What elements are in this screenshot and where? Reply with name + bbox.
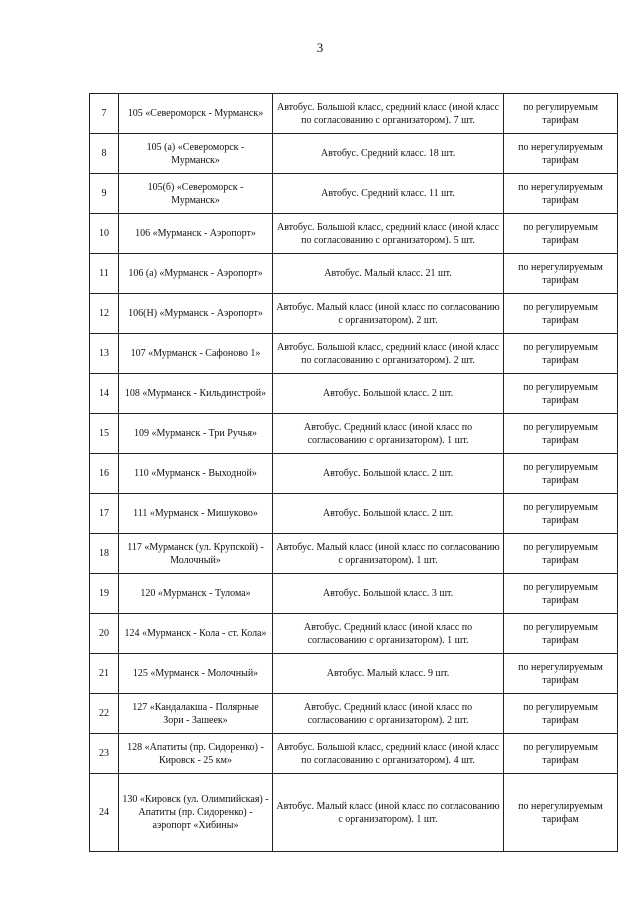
table-row	[90, 294, 618, 334]
tariff-type: по регулируемым тарифам	[504, 294, 618, 334]
table-row	[90, 254, 618, 294]
table-row	[90, 494, 618, 534]
row-number: 7	[90, 94, 119, 134]
route-name: 105 «Североморск - Мурманск»	[119, 94, 273, 134]
tariff-type: по нерегулируемым тарифам	[504, 774, 618, 852]
tariff-type: по нерегулируемым тарифам	[504, 174, 618, 214]
vehicle-description: Автобус. Малый класс (иной класс по согласованию с организатором). 1 шт.	[273, 534, 504, 574]
route-name: 120 «Мурманск - Тулома»	[119, 574, 273, 614]
tariff-type: по регулируемым тарифам	[504, 694, 618, 734]
tariff-type: по нерегулируемым тарифам	[504, 254, 618, 294]
page-number: 3	[316, 40, 324, 55]
row-number: 20	[90, 614, 119, 654]
vehicle-description: Автобус. Малый класс (иной класс по согласованию с организатором). 1 шт.	[273, 774, 504, 852]
tariff-type: по регулируемым тарифам	[504, 214, 618, 254]
table-row	[90, 654, 618, 694]
tariff-type: по регулируемым тарифам	[504, 334, 618, 374]
route-name: 106(Н) «Мурманск - Аэропорт»	[119, 294, 273, 334]
vehicle-description: Автобус. Средний класс (иной класс по согласованию с организатором). 1 шт.	[273, 414, 504, 454]
table-row	[90, 734, 618, 774]
tariff-type: по регулируемым тарифам	[504, 494, 618, 534]
tariff-type: по регулируемым тарифам	[504, 94, 618, 134]
row-number: 10	[90, 214, 119, 254]
row-number: 18	[90, 534, 119, 574]
tariff-type: по нерегулируемым тарифам	[504, 654, 618, 694]
vehicle-description: Автобус. Средний класс (иной класс по согласованию с организатором). 1 шт.	[273, 614, 504, 654]
vehicle-description: Автобус. Большой класс, средний класс (иной класс по согласованию с организатором). 5 шт.	[273, 214, 504, 254]
table-row	[90, 94, 618, 134]
row-number: 22	[90, 694, 119, 734]
route-name: 106 «Мурманск - Аэропорт»	[119, 214, 273, 254]
route-name: 106 (а) «Мурманск - Аэропорт»	[119, 254, 273, 294]
route-name: 105 (а) «Североморск - Мурманск»	[119, 134, 273, 174]
tariff-type: по регулируемым тарифам	[504, 374, 618, 414]
tariff-type: по регулируемым тарифам	[504, 454, 618, 494]
route-name: 124 «Мурманск - Кола - ст. Кола»	[119, 614, 273, 654]
vehicle-description: Автобус. Средний класс. 18 шт.	[273, 134, 504, 174]
route-name: 110 «Мурманск - Выходной»	[119, 454, 273, 494]
row-number: 19	[90, 574, 119, 614]
route-name: 107 «Мурманск - Сафоново 1»	[119, 334, 273, 374]
table-row	[90, 774, 618, 852]
tariff-type: по регулируемым тарифам	[504, 734, 618, 774]
route-name: 125 «Мурманск - Молочный»	[119, 654, 273, 694]
route-name: 105(б) «Североморск - Мурманск»	[119, 174, 273, 214]
routes-table	[89, 93, 618, 852]
row-number: 12	[90, 294, 119, 334]
vehicle-description: Автобус. Малый класс. 9 шт.	[273, 654, 504, 694]
vehicle-description: Автобус. Малый класс (иной класс по согласованию с организатором). 2 шт.	[273, 294, 504, 334]
vehicle-description: Автобус. Большой класс. 2 шт.	[273, 454, 504, 494]
vehicle-description: Автобус. Малый класс. 21 шт.	[273, 254, 504, 294]
row-number: 24	[90, 774, 119, 852]
route-name: 108 «Мурманск - Кильдинстрой»	[119, 374, 273, 414]
table-row	[90, 574, 618, 614]
vehicle-description: Автобус. Большой класс. 3 шт.	[273, 574, 504, 614]
vehicle-description: Автобус. Большой класс, средний класс (иной класс по согласованию с организатором). 2 шт.	[273, 334, 504, 374]
table-row	[90, 614, 618, 654]
row-number: 21	[90, 654, 119, 694]
table-row	[90, 454, 618, 494]
vehicle-description: Автобус. Большой класс. 2 шт.	[273, 494, 504, 534]
tariff-type: по регулируемым тарифам	[504, 574, 618, 614]
row-number: 23	[90, 734, 119, 774]
table-row	[90, 534, 618, 574]
tariff-type: по регулируемым тарифам	[504, 414, 618, 454]
route-name: 127 «Кандалакша - Полярные Зори - Зашеек»	[119, 694, 273, 734]
route-name: 130 «Кировск (ул. Олимпийская) - Апатиты (пр. Сидоренко) - аэропорт «Хибины»	[119, 774, 273, 852]
row-number: 15	[90, 414, 119, 454]
tariff-type: по регулируемым тарифам	[504, 534, 618, 574]
row-number: 14	[90, 374, 119, 414]
table-row	[90, 334, 618, 374]
vehicle-description: Автобус. Большой класс, средний класс (иной класс по согласованию с организатором). 7 шт.	[273, 94, 504, 134]
table-row	[90, 694, 618, 734]
table-row	[90, 214, 618, 254]
row-number: 16	[90, 454, 119, 494]
route-name: 111 «Мурманск - Мишуково»	[119, 494, 273, 534]
table-row	[90, 174, 618, 214]
vehicle-description: Автобус. Большой класс. 2 шт.	[273, 374, 504, 414]
table-row	[90, 134, 618, 174]
route-name: 109 «Мурманск - Три Ручья»	[119, 414, 273, 454]
table-row	[90, 414, 618, 454]
vehicle-description: Автобус. Средний класс (иной класс по согласованию с организатором). 2 шт.	[273, 694, 504, 734]
row-number: 8	[90, 134, 119, 174]
route-name: 117 «Мурманск (ул. Крупской) - Молочный»	[119, 534, 273, 574]
row-number: 17	[90, 494, 119, 534]
vehicle-description: Автобус. Большой класс, средний класс (иной класс по согласованию с организатором). 4 шт.	[273, 734, 504, 774]
table-row	[90, 374, 618, 414]
row-number: 13	[90, 334, 119, 374]
tariff-type: по регулируемым тарифам	[504, 614, 618, 654]
row-number: 11	[90, 254, 119, 294]
vehicle-description: Автобус. Средний класс. 11 шт.	[273, 174, 504, 214]
route-name: 128 «Апатиты (пр. Сидоренко) - Кировск - 25 км»	[119, 734, 273, 774]
tariff-type: по нерегулируемым тарифам	[504, 134, 618, 174]
row-number: 9	[90, 174, 119, 214]
